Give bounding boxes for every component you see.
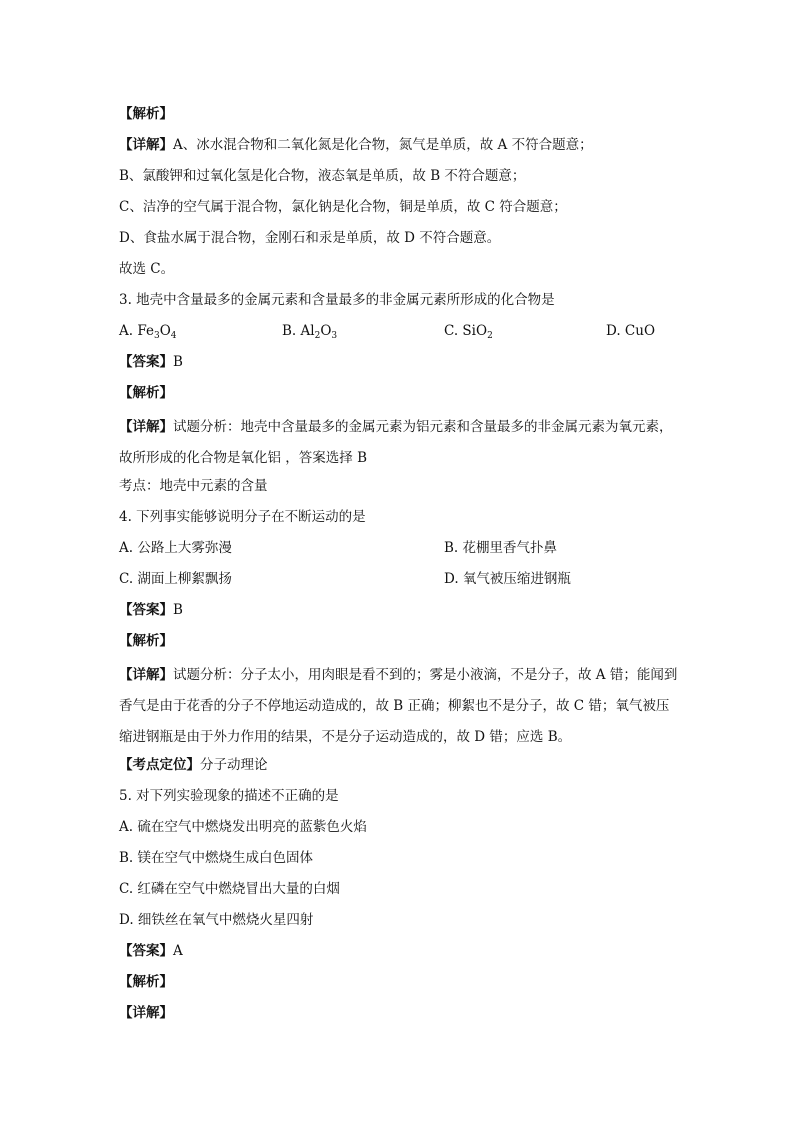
q5-answer	[119, 939, 679, 970]
q3-option-c: C. SiO$_2$	[444, 323, 493, 341]
q5-option-b: B. 镁在空气中燃烧生成白色固体	[119, 850, 314, 866]
q4-kaodian-heading: 【考点定位】	[119, 757, 200, 773]
q3-detail	[119, 412, 679, 474]
q4-option-d: D. 氧气被压缩进钢瓶	[444, 571, 571, 587]
q5-analysis-heading: 【解析】	[119, 974, 173, 990]
q4-kaodian-text: 分子动理论	[200, 757, 268, 773]
q4-detail-heading: 【详解】	[119, 667, 173, 683]
q5-option-d: D. 细铁丝在氧气中燃烧火星四射	[119, 912, 314, 928]
q4-kaodian	[119, 753, 679, 784]
q4-answer-value: B	[173, 602, 183, 618]
q4-options-row1	[119, 536, 679, 567]
q4-analysis-heading: 【解析】	[119, 633, 173, 649]
q4-detail	[119, 660, 679, 753]
q3-stem: 3. 地壳中含量最多的金属元素和含量最多的非金属元素所形成的化合物是	[119, 292, 555, 308]
q3-analysis-heading: 【解析】	[119, 385, 173, 401]
prev-detail-heading: 【详解】	[119, 137, 173, 153]
prev-detail-line-c: C、洁净的空气属于混合物，氯化钠是化合物，铜是单质，故 C 符合题意；	[119, 199, 567, 215]
prev-detail-text: A、冰水混合物和二氧化氮是化合物，氮气是单质，故 A 不符合题意；	[173, 137, 593, 153]
prev-detail-line-b: B、氯酸钾和过氧化氢是化合物，液态氧是单质，故 B 不符合题意；	[119, 168, 526, 184]
q4-stem: 4. 下列事实能够说明分子在不断运动的是	[119, 509, 366, 525]
q5-detail-heading: 【详解】	[119, 1005, 173, 1021]
q4-answer	[119, 598, 679, 629]
q3-detail-heading: 【详解】	[119, 419, 173, 435]
prev-detail-line-d: D、食盐水属于混合物，金刚石和汞是单质，故 D 不符合题意。	[119, 230, 501, 246]
q4-detail-text: 试题分析：分子太小，用肉眼是看不到的；雾是小液滴，不是分子，故 A 错；能闻到香气是由于花香的分子不停地运动造成的，故 B 正确；柳絮也不是分子，故 C 错；氧气被压缩进钢瓶是由于外力作用的结果，不是分子运动造成的，故 D 错；应选 B。	[119, 667, 678, 745]
q3-answer-heading: 【答案】	[119, 354, 173, 370]
q4-option-a: A. 公路上大雾弥漫	[119, 540, 232, 556]
document-content	[119, 102, 679, 1032]
q4-answer-heading: 【答案】	[119, 602, 173, 618]
q3-option-a: A. $Fe_3O_4$	[119, 323, 177, 341]
q3-detail-text: 试题分析：地壳中含量最多的金属元素为铝元素和含量最多的非金属元素为氧元素，故所形成的化合物是氧化铝 ，答案选择 B	[119, 419, 673, 466]
prev-detail-line-a	[119, 133, 679, 164]
q3-answer-value: B	[173, 354, 183, 370]
q4-option-b: B. 花棚里香气扑鼻	[444, 540, 558, 556]
q5-answer-value: A	[173, 943, 183, 959]
prev-analysis-heading: 【解析】	[119, 106, 173, 122]
q4-option-c: C. 湖面上柳絮飘扬	[119, 571, 232, 587]
q5-answer-heading: 【答案】	[119, 943, 173, 959]
q3-kaodian: 考点：地壳中元素的含量	[119, 478, 268, 494]
q3-option-d: D. CuO	[606, 323, 656, 339]
q5-option-a: A. 硫在空气中燃烧发出明亮的蓝紫色火焰	[119, 819, 367, 835]
q5-stem: 5. 对下列实验现象的描述不正确的是	[119, 788, 339, 804]
q3-option-b: B. $Al_2O_3$	[282, 323, 338, 341]
prev-conclusion: 故选 C。	[119, 261, 175, 277]
q3-options	[119, 319, 679, 350]
q5-option-c: C. 红磷在空气中燃烧冒出大量的白烟	[119, 881, 340, 897]
q4-options-row2	[119, 567, 679, 598]
q3-answer	[119, 350, 679, 381]
